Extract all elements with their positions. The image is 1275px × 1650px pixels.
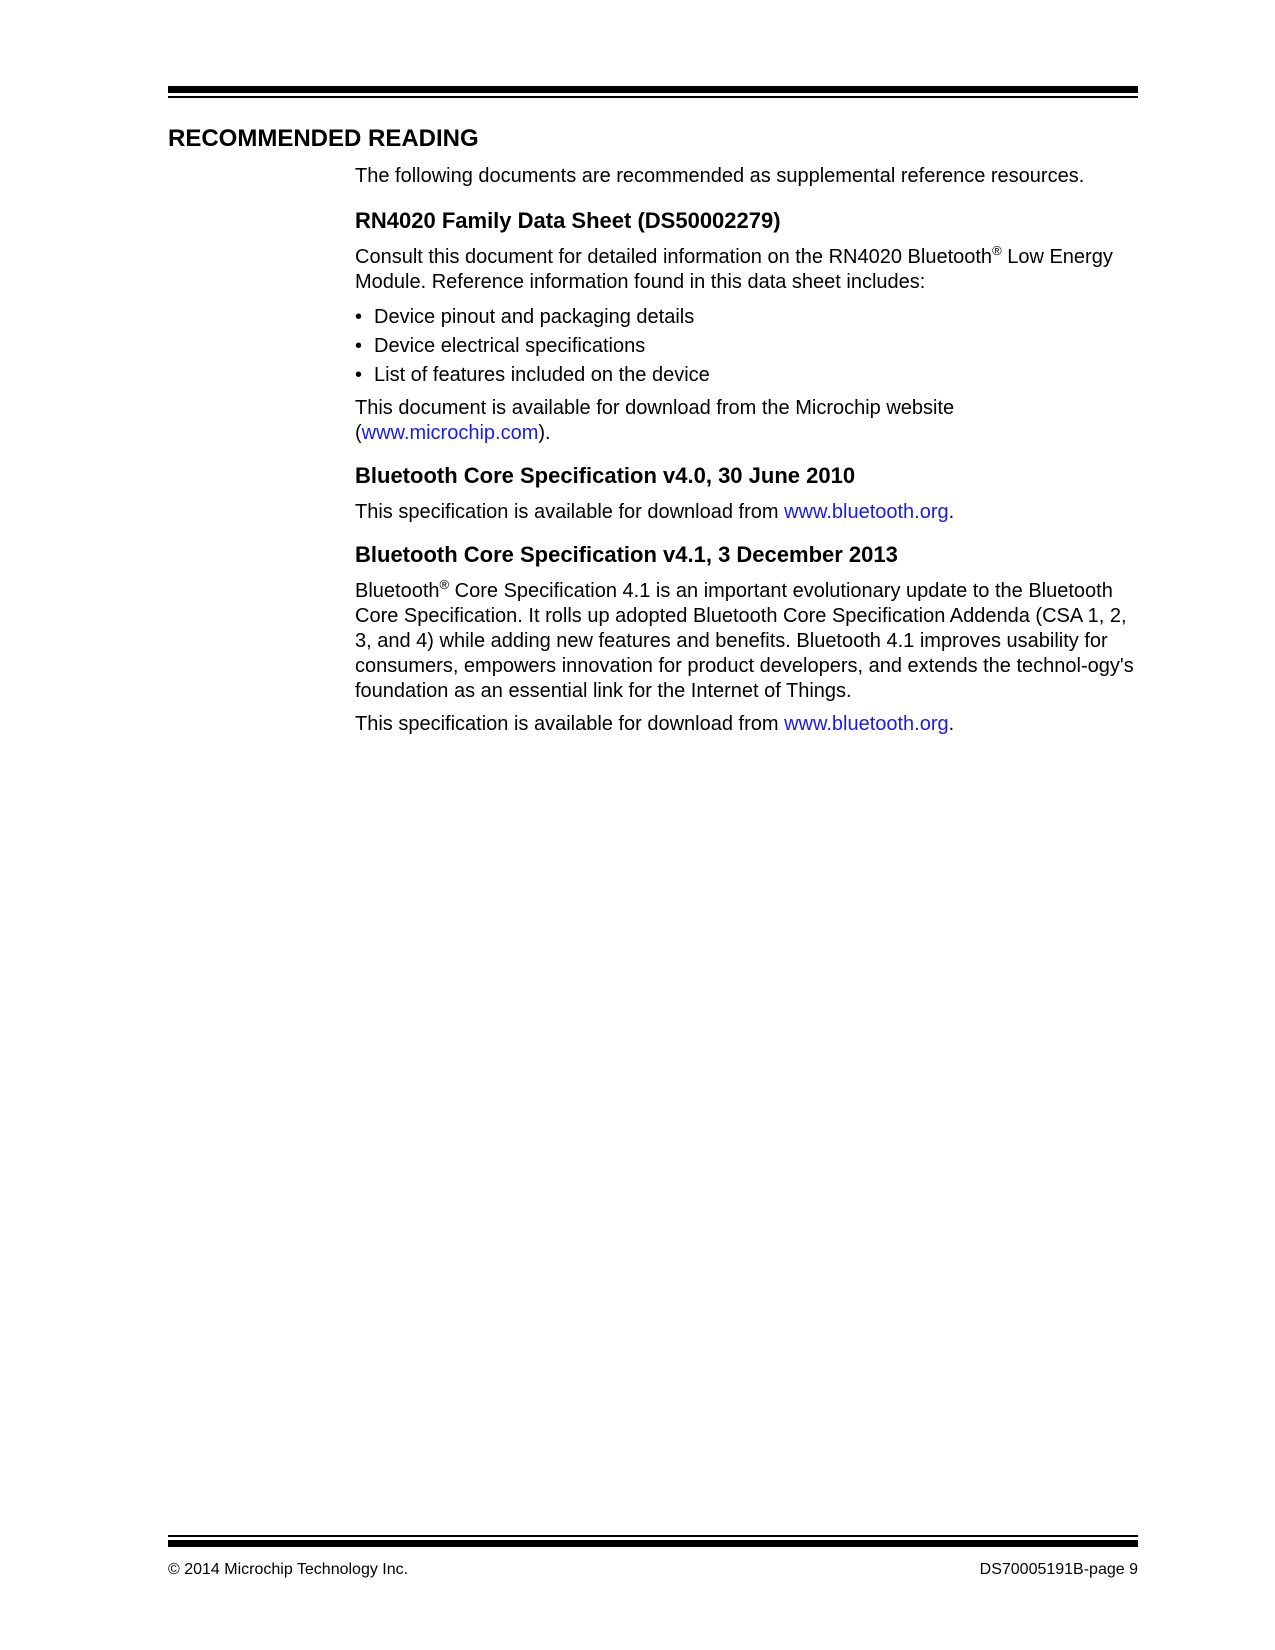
bullet-icon: • xyxy=(355,306,363,328)
availability-text-end: ). xyxy=(538,422,551,444)
spec-v41-availability xyxy=(355,712,1140,737)
spec-v41-description-start: Bluetooth xyxy=(355,580,440,602)
bullet-icon: • xyxy=(355,335,363,357)
header-rule-thick xyxy=(168,86,1138,93)
availability-text-end: . xyxy=(948,713,955,735)
list-item-text: Device pinout and packaging details xyxy=(374,306,695,328)
microchip-link[interactable]: www.microchip.com xyxy=(361,422,539,444)
intro-paragraph: The following documents are recommended as supplemental reference resources. xyxy=(355,165,1085,187)
spec-v41-description xyxy=(355,579,1140,704)
data-sheet-availability xyxy=(355,396,1140,446)
data-sheet-bullet-list xyxy=(355,303,1140,390)
registered-mark: ® xyxy=(992,243,1002,258)
availability-text-end: . xyxy=(948,501,955,523)
bluetooth-link-v41[interactable]: www.bluetooth.org xyxy=(784,713,949,735)
bluetooth-link-v40[interactable]: www.bluetooth.org xyxy=(784,501,949,523)
bullet-icon: • xyxy=(355,364,363,386)
section-heading: RECOMMENDED READING xyxy=(168,125,479,152)
list-item-text: List of features included on the device xyxy=(374,364,710,386)
list-item xyxy=(355,332,1140,361)
availability-text: This specification is available for download from xyxy=(355,713,785,735)
availability-text: This specification is available for download from xyxy=(355,501,785,523)
data-sheet-description-end: Low Energy Module. Reference information found in this data sheet includes: xyxy=(355,246,1113,293)
list-item xyxy=(355,361,1140,390)
list-item xyxy=(355,303,1140,332)
main-content xyxy=(355,164,1140,737)
spec-v41-heading: Bluetooth Core Specification v4.1, 3 December 2013 xyxy=(355,542,898,567)
footer-page-number: DS70005191B-page 9 xyxy=(979,1561,1138,1578)
spec-v40-heading: Bluetooth Core Specification v4.0, 30 June 2010 xyxy=(355,463,856,488)
data-sheet-description xyxy=(355,245,1140,295)
spec-v40-availability xyxy=(355,500,1140,525)
spec-v41-description-end: Core Specification 4.1 is an important evolutionary update to the Bluetooth Core Specification. It rolls up adopted Bluetooth Core Specification Addenda (CSA 1, 2, 3, and 4) while adding new features and benefits. Bluetooth 4.1 improves usability for consumers, empowers innovation for product developers, and extends the technol-ogy's foundation as an essential link for the Internet of Things. xyxy=(355,580,1134,702)
header-rule-thin xyxy=(168,96,1138,98)
data-sheet-description-start: Consult this document for detailed information on the RN4020 Bluetooth xyxy=(355,246,993,268)
data-sheet-heading: RN4020 Family Data Sheet (DS50002279) xyxy=(355,208,781,233)
availability-text: This document is available for download from the Microchip website ( xyxy=(355,397,955,444)
footer-copyright: © 2014 Microchip Technology Inc. xyxy=(168,1561,409,1578)
registered-mark: ® xyxy=(439,577,450,592)
footer-rule-thick xyxy=(168,1540,1138,1547)
list-item-text: Device electrical specifications xyxy=(374,335,646,357)
footer-rule-thin xyxy=(168,1535,1138,1537)
